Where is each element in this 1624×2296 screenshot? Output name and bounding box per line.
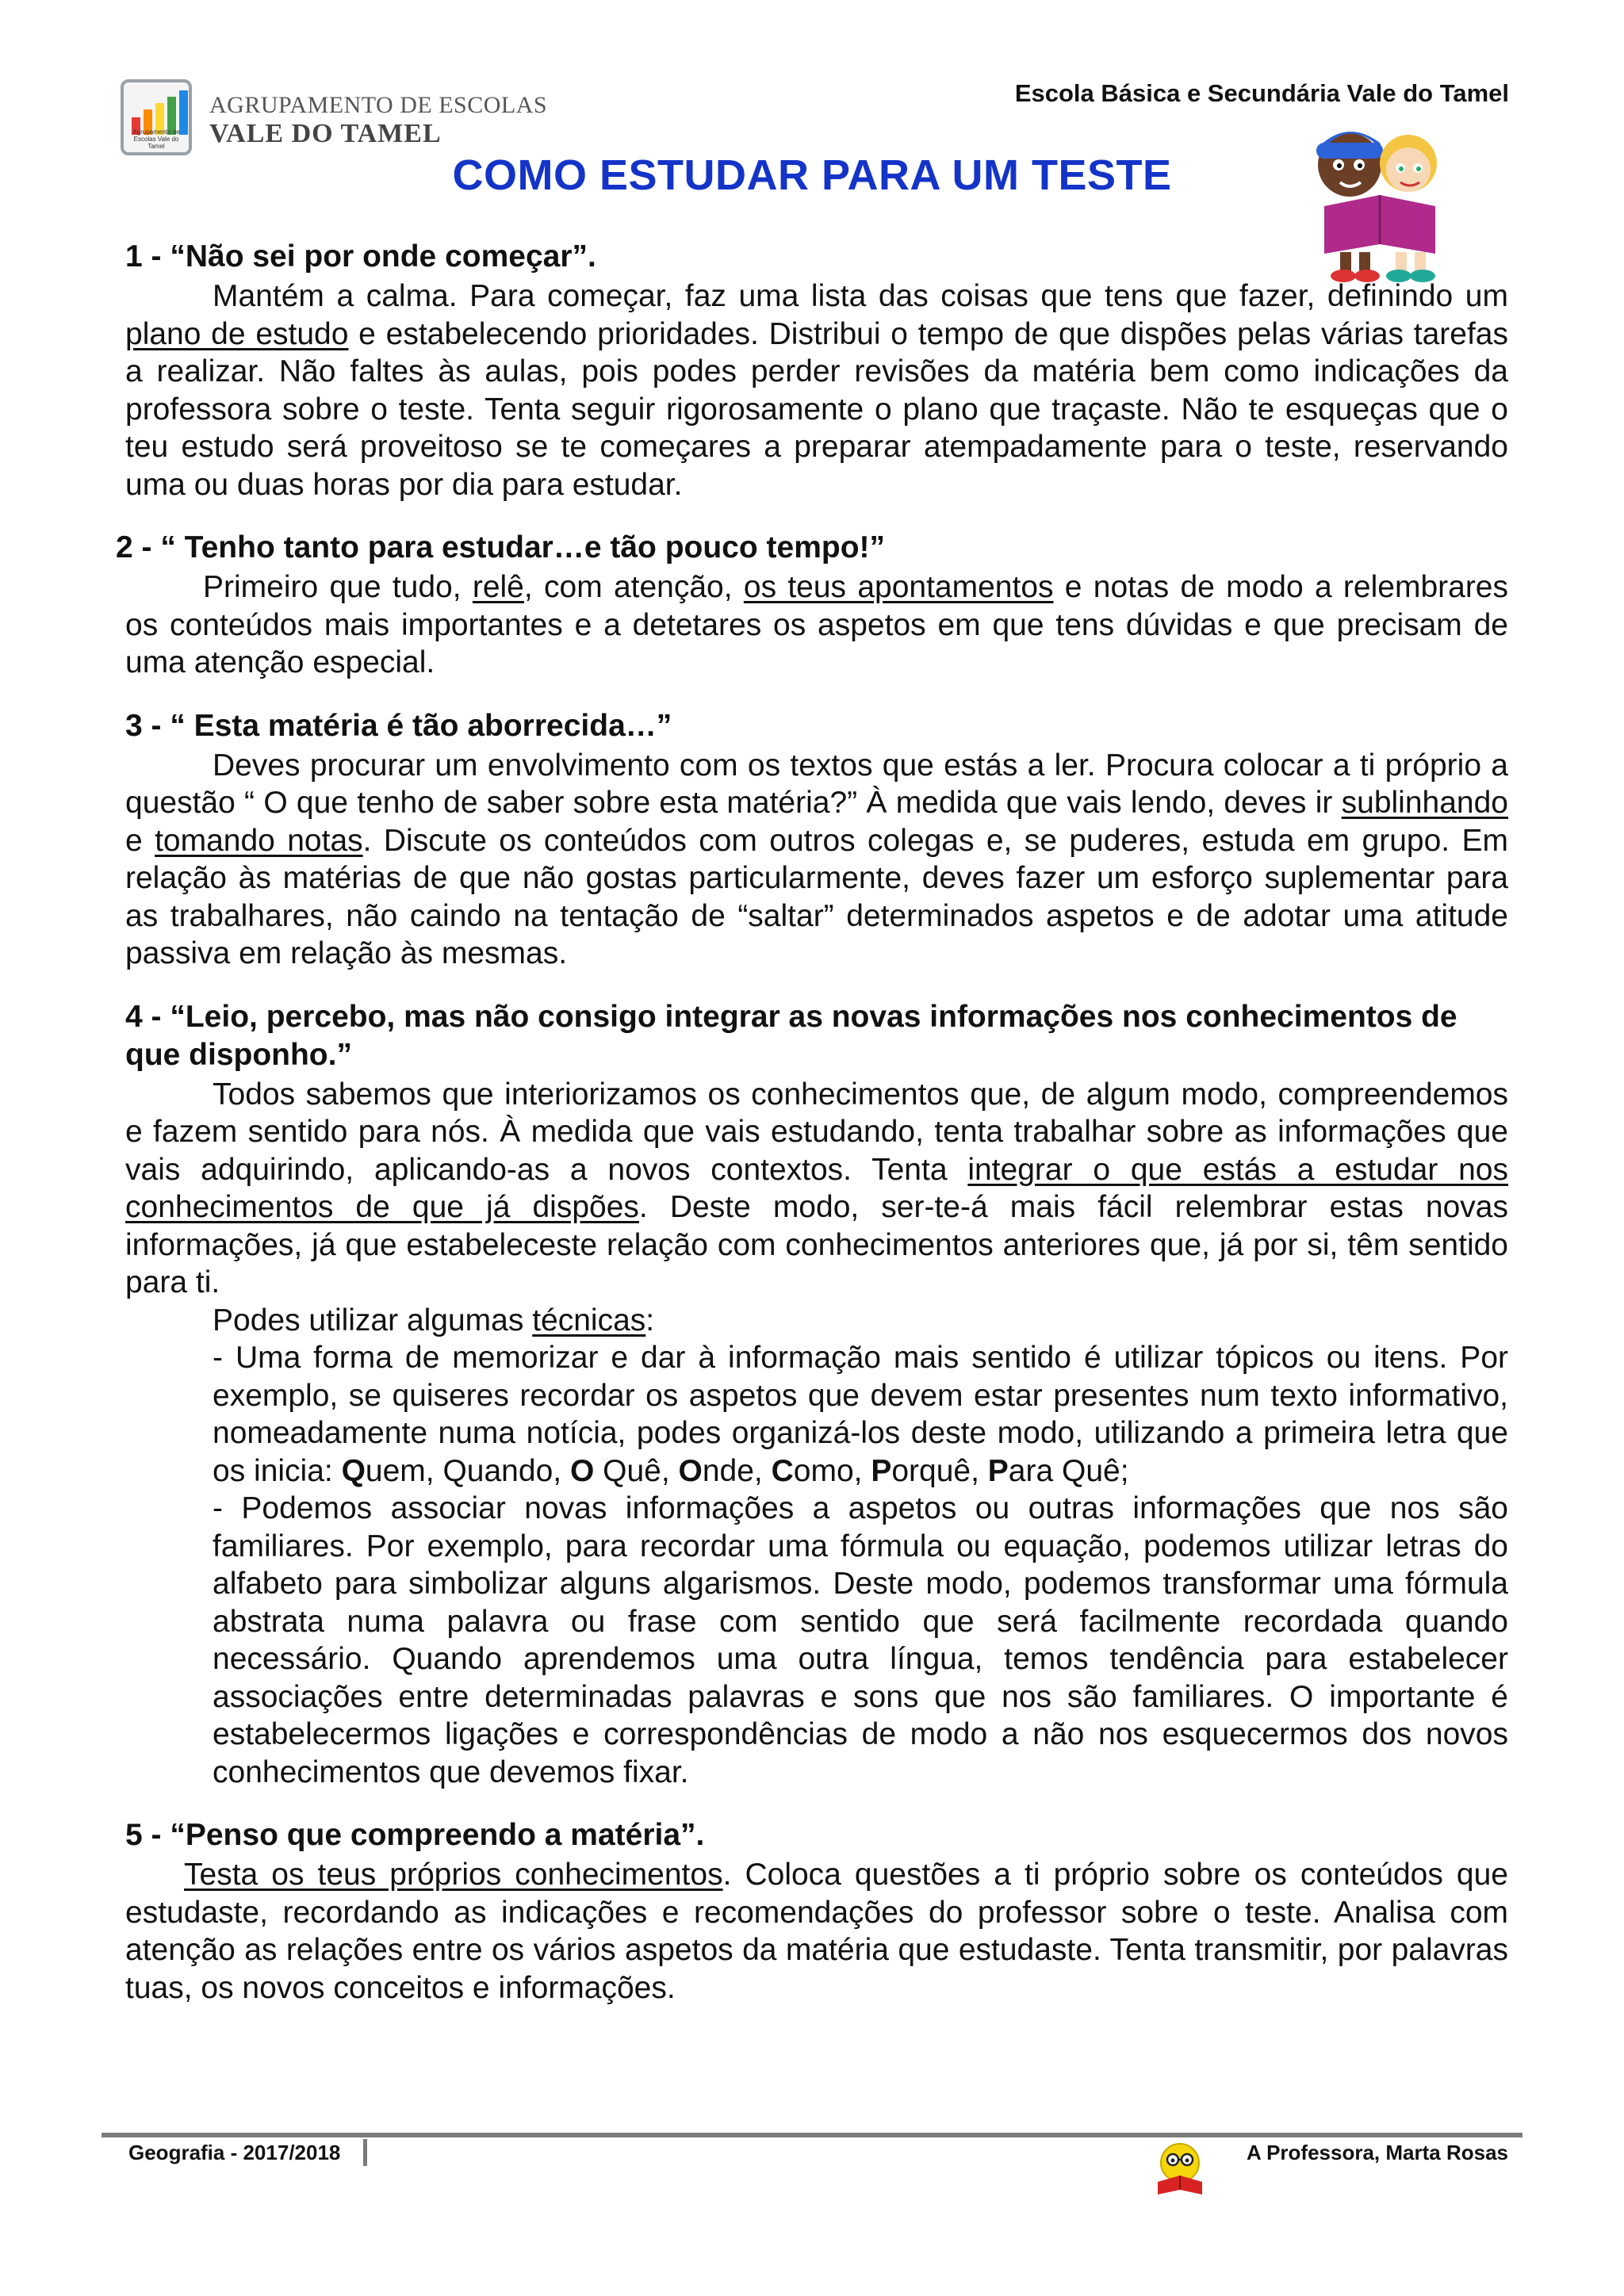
- mnemonic-letter: O: [678, 1453, 703, 1488]
- footer-separator: [363, 2139, 367, 2166]
- section-heading: 5 - “Penso que compreendo a matéria”.: [125, 1818, 705, 1852]
- mnemonic-letter: P: [987, 1453, 1009, 1488]
- text-run: Todos sabemos que interiorizamos os conhecimentos que, de algum modo, compreendemos e fazem sentido para nós. À medida que vais estudando, tenta trabalhar sobre as informações que vais adquirindo, aplicando-as a novos contextos. Tenta: [125, 1077, 1508, 1187]
- page-title: COMO ESTUDAR PARA UM TESTE: [452, 151, 1172, 199]
- section-paragraph: [125, 747, 1508, 973]
- text-run: - Uma forma de memorizar e dar à informação mais sentido é utilizar tópicos ou itens. Por exemplo, se quiseres recordar os aspetos que devem estar presentes num texto informativo, nomeadamente numa notícia, podes organizá-los deste modo, utilizando a primeira letra que os inicia:: [213, 1341, 1508, 1488]
- mnemonic-rest: ara Quê;: [1008, 1453, 1129, 1488]
- text-run: . Discute os conteúdos com outros colegas e, se puderes, estuda em grupo. Em relação às matérias de que não gostas particularmente, deves fazer um esforço suplementar para as trabalhares, não caindo na tentação de “saltar” determinados aspetos e de adotar uma atitude passiva em relação às mesmas.: [125, 823, 1508, 970]
- text-run: e estabelecendo prioridades. Distribui o tempo de que dispões pelas várias tarefas a realizar. Não faltes às aulas, pois podes perder revisões da matéria bem como indicações da professora sobre o teste. Tenta seguir rigorosamente o plano que traçaste. Não te esqueças que o teu estudo será proveitoso se te começares a preparar atempadamente para o teste, reservando uma ou duas horas por dia para estudar.: [125, 316, 1508, 502]
- section-paragraph: [125, 568, 1508, 682]
- section-heading: 3 - “ Esta matéria é tão aborrecida…”: [125, 708, 672, 743]
- text-run: e: [125, 823, 155, 858]
- section-1: [125, 238, 1508, 503]
- mnemonic-rest: uem,: [365, 1453, 443, 1488]
- technique-bullet-2: - Podemos associar novas informações a aspetos ou outras informações que nos são familiares. Por exemplo, para recordar uma fórmula ou equação, podemos utilizar letras do alfabeto para simbolizar alguns algarismos. Deste modo, podemos transformar uma fórmula abstrata numa palavra ou frase com sentido que será facilmente recordada quando necessário. Quando aprendemos uma outra língua, temos tendência para estabelecer associações entre determinadas palavras e sons que nos são familiares. O importante é estabelecermos ligações e correspondências de modo a não nos esquecermos dos novos conhecimentos que devemos fixar.: [213, 1491, 1508, 1789]
- school-name: Escola Básica e Secundária Vale do Tamel: [1014, 79, 1509, 107]
- underlined-text: técnicas: [532, 1303, 646, 1337]
- underlined-text: integrar o que estás a estudar nos conhecimentos de que já dispões: [125, 1152, 1509, 1224]
- mnemonic-letter: P: [871, 1453, 892, 1488]
- organization-line-1: AGRUPAMENTO DE ESCOLAS: [209, 92, 548, 118]
- text-run: Primeiro que tudo,: [203, 570, 473, 604]
- smiley-reading-icon: [1148, 2136, 1212, 2199]
- logo-caption: Agrupamento de Escolas Vale do Tamel: [132, 128, 180, 150]
- section-heading: 4 - “Leio, percebo, mas não consigo integrar as novas informações nos conhecimentos de que disponho.”: [125, 999, 1457, 1072]
- text-run: Deves procurar um envolvimento com os textos que estás a ler. Procura colocar a ti próprio a questão “ O que tenho de saber sobre esta matéria?” À medida que vais lendo, deves ir: [125, 748, 1508, 820]
- section-3: [125, 707, 1508, 973]
- technique-bullet-1: [125, 1339, 1508, 1490]
- section-paragraph: [125, 1856, 1508, 2007]
- text-run: . Deste modo, ser-te-á mais fácil relembrar estas novas informações, já que estabeleceste relação com conhecimentos anteriores que, já por si, têm sentido para ti.: [125, 1190, 1508, 1299]
- organization-name: [209, 94, 547, 147]
- document-body: [116, 238, 1509, 2032]
- techniques-intro: [125, 1302, 1508, 1340]
- mnemonic-letter: O: [569, 1453, 595, 1488]
- text-run: :: [645, 1303, 655, 1337]
- section-paragraph: [125, 1076, 1508, 1302]
- text-run: , com atenção,: [523, 570, 744, 604]
- section-heading: 1 - “Não sei por onde começar”.: [125, 239, 596, 274]
- section-heading: 2 - “ Tenho tanto para estudar…e tão pouco tempo!”: [116, 530, 886, 564]
- mnemonic-rest: orquê,: [891, 1453, 988, 1488]
- mnemonic-letter: C: [771, 1453, 794, 1488]
- section-5: [125, 1816, 1508, 2007]
- mnemonic-rest: Quê,: [594, 1453, 679, 1488]
- text-run: Podes utilizar algumas: [213, 1303, 533, 1337]
- underlined-text: os teus apontamentos: [743, 570, 1054, 604]
- school-logo: [121, 79, 192, 155]
- section-2: [116, 529, 1508, 682]
- footer-author: A Professora, Marta Rosas: [1247, 2141, 1508, 2164]
- section-4: [125, 998, 1508, 1792]
- text-run: e notas de modo a relembrares os conteúdos mais importantes e a detetares os aspetos em que tens dúvidas e que precisam de uma atenção especial.: [125, 570, 1508, 679]
- mnemonic-list: [342, 1454, 1129, 1488]
- mnemonic-rest: omo,: [793, 1453, 871, 1488]
- footer-divider: [102, 2133, 1522, 2137]
- underlined-text: sublinhando: [1341, 786, 1508, 820]
- section-paragraph: [125, 277, 1508, 503]
- underlined-text: tomando notas: [155, 823, 363, 858]
- underlined-text: Testa os teus próprios conhecimentos: [184, 1858, 723, 1892]
- organization-line-2: VALE DO TAMEL: [209, 119, 442, 148]
- underlined-text: relê: [472, 570, 524, 604]
- mnemonic-rest: nde,: [702, 1453, 772, 1488]
- mnemonic-rest: Quando,: [442, 1453, 570, 1488]
- text-run: . Coloca questões a ti próprio sobre os conteúdos que estudaste, recordando as indicações e recomendações do professor sobre o teste. Analisa com atenção as relações entre os vários aspetos da matéria que estudaste. Tenta transmitir, por palavras tuas, os novos conceitos e informações.: [125, 1858, 1508, 2005]
- text-run: Mantém a calma. Para começar, faz uma lista das coisas que tens que fazer, definindo um: [213, 279, 1508, 313]
- underlined-text: plano de estudo: [125, 316, 349, 351]
- mnemonic-letter: Q: [341, 1453, 366, 1488]
- footer-subject: Geografia - 2017/2018: [128, 2141, 341, 2164]
